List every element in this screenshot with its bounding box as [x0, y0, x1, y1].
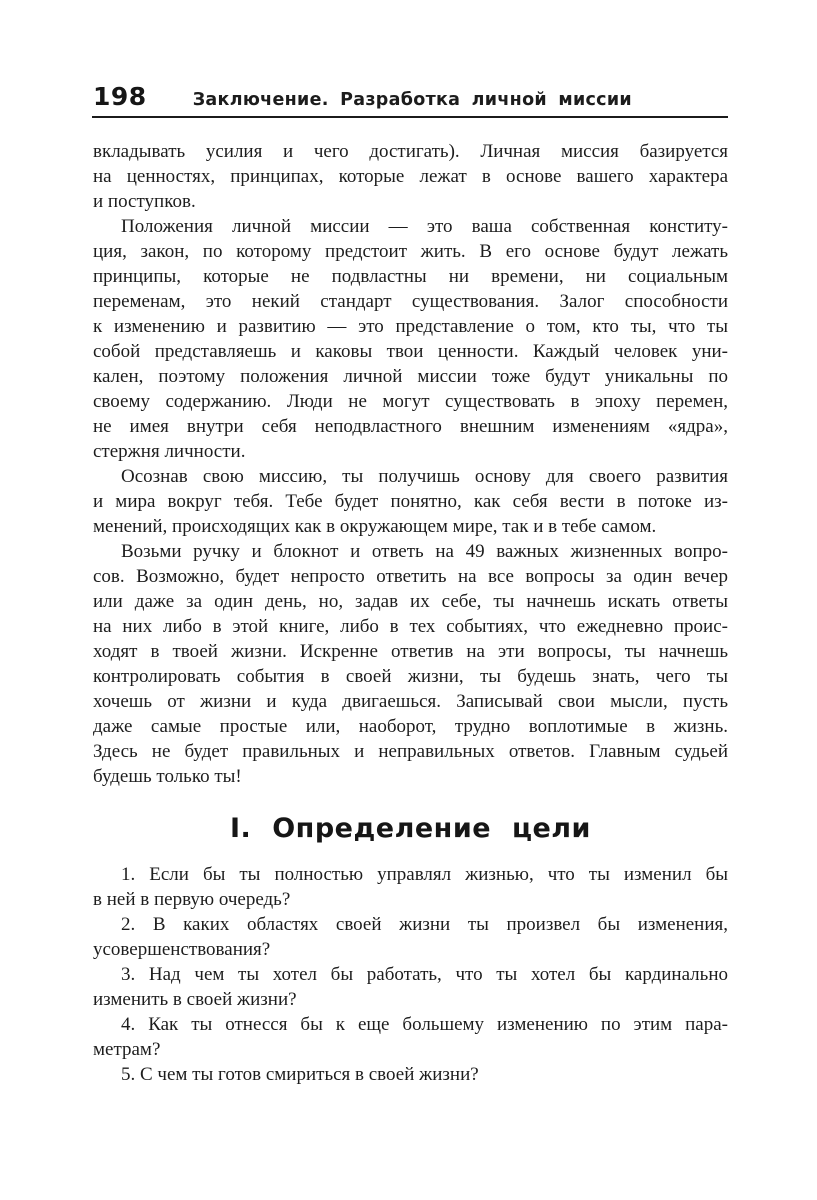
- paragraph: [93, 214, 728, 464]
- section-heading: I. Определение цели: [230, 813, 591, 844]
- text-line: или даже за один день, но, задав их себе, ты начнешь искать ответы: [93, 591, 728, 612]
- question-item: [93, 962, 728, 1012]
- text-line: к изменению и развитию — это представление о том, кто ты, что ты: [93, 316, 728, 337]
- text-line: собой представляешь и каковы твои ценности. Каждый человек уни-: [93, 341, 728, 362]
- text-line: своему содержанию. Люди не могут существовать в эпоху перемен,: [93, 391, 728, 412]
- text-line: и поступков.: [93, 191, 196, 212]
- questions-list: [93, 862, 728, 1087]
- body-paragraphs: [93, 139, 728, 789]
- text-line: принципы, которые не подвластны ни времени, ни социальным: [93, 266, 728, 287]
- text-line: переменам, это некий стандарт существования. Залог способности: [93, 291, 728, 312]
- text-line: изменить в своей жизни?: [93, 989, 297, 1010]
- text-line: контролировать события в своей жизни, ты будешь знать, чего ты: [93, 666, 728, 687]
- text-line: даже самые простые или, наоборот, трудно воплотимые в жизнь.: [93, 716, 728, 737]
- text-line: и мира вокруг тебя. Тебе будет понятно, как себя вести в потоке из-: [93, 491, 728, 512]
- paragraph: [93, 139, 728, 214]
- text-line: вкладывать усилия и чего достигать). Личная миссия базируется: [93, 141, 728, 162]
- page-body: [93, 139, 728, 1087]
- text-line: усовершенствования?: [93, 939, 271, 960]
- question-item: [93, 1012, 728, 1062]
- text-line: 4. Как ты отнесся бы к еще большему изменению по этим пара-: [121, 1014, 728, 1035]
- text-line: кален, поэтому положения личной миссии тоже будут уникальны по: [93, 366, 728, 387]
- text-line: Осознав свою миссию, ты получишь основу для своего развития: [121, 466, 728, 487]
- text-line: сов. Возможно, будет непросто ответить на все вопросы за один вечер: [93, 566, 728, 587]
- text-line: будешь только ты!: [93, 766, 242, 787]
- text-line: ходят в твоей жизни. Искренне ответив на эти вопросы, ты начнешь: [93, 641, 728, 662]
- text-line: Положения личной миссии — это ваша собственная конститу-: [121, 216, 728, 237]
- text-line: метрам?: [93, 1039, 161, 1060]
- question-item: [93, 1062, 728, 1087]
- text-line: 5. С чем ты готов смириться в своей жизни?: [121, 1064, 479, 1085]
- text-line: ция, закон, по которому предстоит жить. В его основе будут лежать: [93, 241, 728, 262]
- running-title: Заключение. Разработка личной миссии: [192, 90, 632, 110]
- text-line: хочешь от жизни и куда двигаешься. Записывай свои мысли, пусть: [93, 691, 728, 712]
- page-header: [93, 82, 728, 111]
- text-line: Возьми ручку и блокнот и ответь на 49 важных жизненных вопро-: [121, 541, 728, 562]
- question-item: [93, 912, 728, 962]
- text-line: Здесь не будет правильных и неправильных ответов. Главным судьей: [93, 741, 728, 762]
- paragraph: [93, 464, 728, 539]
- header-rule: [92, 116, 728, 118]
- text-line: на них либо в этой книге, либо в тех событиях, что ежедневно проис-: [93, 616, 728, 637]
- text-line: не имея внутри себя неподвластного внешним изменениям «ядра»,: [93, 416, 728, 437]
- paragraph: [93, 539, 728, 789]
- text-line: в ней в первую очередь?: [93, 889, 291, 910]
- text-line: 2. В каких областях своей жизни ты произвел бы изменения,: [121, 914, 728, 935]
- text-line: стержня личности.: [93, 441, 246, 462]
- text-line: на ценностях, принципах, которые лежат в основе вашего характера: [93, 166, 728, 187]
- page-number: 198: [93, 82, 147, 111]
- text-line: менений, происходящих как в окружающем мире, так и в тебе самом.: [93, 516, 657, 537]
- text-line: 3. Над чем ты хотел бы работать, что ты хотел бы кардинально: [121, 964, 728, 985]
- question-item: [93, 862, 728, 912]
- text-line: 1. Если бы ты полностью управлял жизнью, что ты изменил бы: [121, 864, 728, 885]
